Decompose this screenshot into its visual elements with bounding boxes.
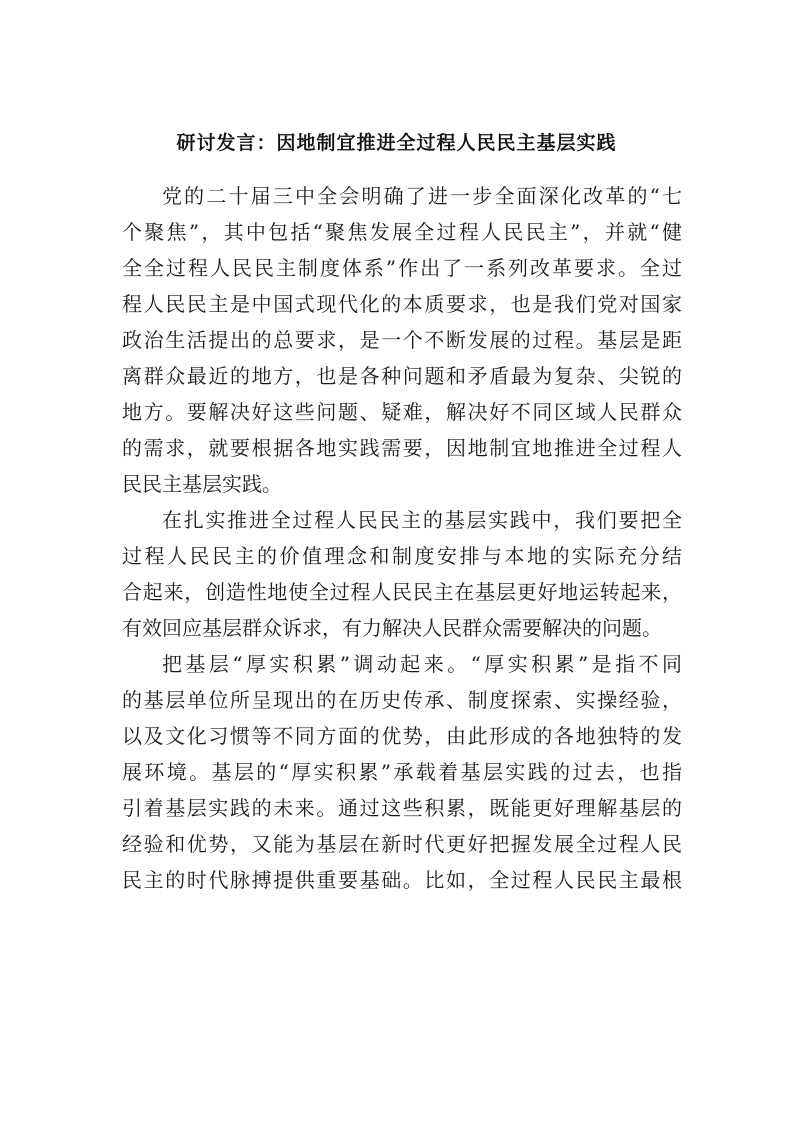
paragraph-1-line-8: 的需求，就要根据各地实践需要，因地制宜地推进全过程人 [122, 436, 682, 460]
paragraph-3-line-3: 以及文化习惯等不同方面的优势，由此形成的各地独特的发 [122, 724, 682, 748]
paragraph-3-line-7: 民主的时代脉搏提供重要基础。比如，全过程人民民主最根 [122, 868, 682, 892]
paragraph-3-line-4: 展环境。基层的“厚实积累”承载着基层实践的过去，也指 [122, 760, 682, 784]
paragraph-3-line-2: 的基层单位所呈现出的在历史传承、制度探索、实操经验， [122, 688, 682, 712]
paragraph-3-line-1: 把基层“厚实积累”调动起来。“厚实积累”是指不同 [162, 652, 682, 676]
paragraph-3-line-6: 经验和优势，又能为基层在新时代更好把握发展全过程人民 [122, 832, 682, 856]
paragraph-1-line-1: 党的二十届三中全会明确了进一步全面深化改革的“七 [162, 184, 682, 208]
paragraph-2-line-2: 过程人民民主的价值理念和制度安排与本地的实际充分结 [122, 544, 682, 568]
paragraph-1-line-3: 全全过程人民民主制度体系”作出了一系列改革要求。全过 [122, 256, 682, 280]
paragraph-1-line-9: 民民主基层实践。 [122, 472, 282, 496]
document-title: 研讨发言：因地制宜推进全过程人民民主基层实践 [176, 132, 617, 154]
paragraph-1-line-4: 程人民民主是中国式现代化的本质要求，也是我们党对国家 [122, 292, 682, 316]
paragraph-1-line-7: 地方。要解决好这些问题、疑难，解决好不同区域人民群众 [122, 400, 682, 424]
paragraph-1-line-2: 个聚焦”，其中包括“聚焦发展全过程人民民主”，并就“健 [122, 220, 682, 244]
paragraph-3-line-5: 引着基层实践的未来。通过这些积累，既能更好理解基层的 [122, 796, 682, 820]
paragraph-2-line-1: 在扎实推进全过程人民民主的基层实践中，我们要把全 [162, 508, 682, 532]
paragraph-2-line-4: 有效回应基层群众诉求，有力解决人民群众需要解决的问题。 [122, 616, 662, 640]
paragraph-1-line-5: 政治生活提出的总要求，是一个不断发展的过程。基层是距 [122, 328, 682, 352]
paragraph-2-line-3: 合起来，创造性地使全过程人民民主在基层更好地运转起来， [122, 580, 682, 604]
paragraph-1-line-6: 离群众最近的地方，也是各种问题和矛盾最为复杂、尖锐的 [122, 364, 682, 388]
